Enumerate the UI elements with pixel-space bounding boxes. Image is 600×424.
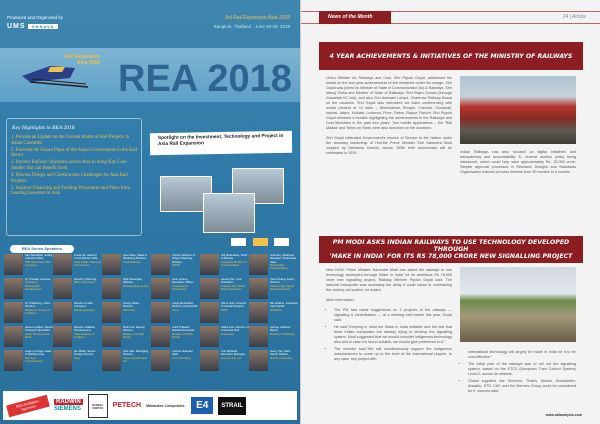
- speaker-photo: [53, 254, 72, 275]
- speaker-photo: [102, 254, 121, 275]
- speaker-grid: [4, 254, 298, 372]
- speaker-org: Siemens Transportation: [25, 355, 43, 363]
- speaker-photo: [200, 326, 219, 347]
- article1-caption: Indian Railways has also focused on digital initiatives and transparency and accountability. E- reverse auction policy being introduced, which could help save approximately Rs. 25,000 crore. Simpler approval processes in Research Designs and Standards Organisation reduced process timeline from 30 months to 6 months.: [460, 150, 576, 174]
- speaker-photo: [200, 254, 219, 275]
- speaker-info: [72, 302, 102, 324]
- article2-title: [319, 236, 583, 263]
- highlight-item: 4. Discuss Design and Construction Challenges for Asia Rail Projects: [11, 173, 128, 184]
- speaker-card: [200, 326, 249, 348]
- speaker-info: [121, 254, 151, 276]
- speaker-org: MRTA: [172, 262, 180, 267]
- speaker-info: [219, 278, 249, 300]
- speaker-card: [53, 350, 102, 372]
- headline: REA 2018: [118, 58, 292, 100]
- speaker-name: John Lenton, Executive Officer,: [172, 278, 194, 285]
- speaker-org: Thai Railways: [123, 259, 141, 264]
- speaker-info: [23, 326, 53, 348]
- speaker-org: MRT Corporation: [74, 280, 96, 285]
- speaker-org: Taiwan High Speed Rail Corporation: [221, 283, 246, 291]
- speaker-info: [170, 326, 200, 348]
- speaker-card: [249, 326, 298, 348]
- speaker-org: Rail Engineering: [74, 307, 95, 312]
- highlight-item: 2. Forecast the Future Plans of the Asian Governments in the Rail Sector: [11, 147, 138, 159]
- speaker-org: Institute of Metropolitan Development: [25, 280, 42, 291]
- sponsor-logo: SIEMENS: [54, 406, 82, 412]
- speaker-info: [23, 350, 53, 372]
- speaker-photo: [4, 302, 23, 323]
- speaker-info: [121, 278, 151, 300]
- speaker-photo: [249, 302, 268, 323]
- speaker-photo: [200, 302, 219, 323]
- speaker-name: Anuar Ali, Head of Cross Border HSR,: [74, 254, 98, 261]
- spotlight-banner: Spotlight on the Investment, Technology and Project in Asia Rail Expansion: [150, 131, 292, 155]
- speaker-info: [121, 350, 151, 372]
- speaker-card: [102, 278, 151, 300]
- speaker-info: [72, 350, 102, 372]
- paragraph: Union Minister for Railways and Coal, Shri Piyush Goyal, addressed the media on the four-year achievements of the ministries under his charge. Shri Goyal was joined by Minister of State of Communication (Ic) & Railways, Shri Manoj Sinha and Minister of State of Railways, Shri Rajen Gohain (through Guwahati VC link), and also Shri Ashwani Lohani, Chairman Railway Board on the occasion. Shri Goyal also interacted via video conferencing with media present at 12 sites – Ahmedabad, Bhopal, Chennai, Guwahati, Imphal, Jaipur, Kolkata, Lucknow, Pune, Patna, Raipur, Ranchi. Shri Piyush Goyal released a booklet highlighting the achievements in the Railways and Coal Ministries in the past four years. Two mobile Applications – the 'Rail Madad' and 'Menu on Rails' were also launched on the occasion.: [326, 76, 452, 130]
- speaker-info: [121, 326, 151, 348]
- key-highlights-box: [6, 118, 142, 236]
- speaker-card: [200, 254, 249, 276]
- speaker-photo: [249, 278, 268, 299]
- speaker-name: Alok Jain, Managing Director,: [123, 350, 149, 357]
- speaker-card: [200, 302, 249, 324]
- speaker-photo: [151, 302, 170, 323]
- speaker-info: [170, 350, 200, 372]
- speaker-photo: [200, 278, 219, 299]
- train-photo: [460, 76, 576, 144]
- speaker-name: Oliver Sum, Director of Capital Projects,: [221, 302, 247, 309]
- speaker-org: SRT Electrified Train Company: [25, 259, 51, 267]
- speaker-name: Nik Ibrahim, Industries Asia Pacific,: [270, 302, 298, 309]
- speaker-org: TTA Consulting: [172, 355, 191, 360]
- speaker-card: [200, 350, 249, 372]
- speaker-name: Apinya, Address Board,: [270, 326, 291, 333]
- speaker-card: [151, 254, 200, 276]
- speaker-card: [102, 350, 151, 372]
- speaker-info: [72, 278, 97, 300]
- speaker-name: Abdul Aziz, Director of Corporate Rail,: [221, 326, 249, 333]
- speaker-card: [151, 278, 200, 300]
- sponsor-badge: REA Exhibition Sponsors: [6, 394, 50, 416]
- speaker-photo: [151, 326, 170, 347]
- speaker-info: [219, 350, 249, 372]
- bullet: • The PM had made suggestions on 2 projects of the railways — signalling & electrification — at a meeting held earlier this year, Goyal said.: [334, 308, 452, 323]
- speaker-card: [4, 278, 53, 300]
- speaker-org: Taiwan High Speed Rail Corporation: [270, 283, 295, 291]
- sponsor-logo: E4: [191, 397, 213, 414]
- speaker-photo: [102, 350, 121, 371]
- speaker-name: James Leather, Senior Transport Specialist,: [25, 326, 53, 333]
- speaker-card: [4, 326, 53, 348]
- paragraph: New Delhi: Prime Minister Narendra Modi has asked the railways to use technology developed through 'Make in India' for its ambitious Rs 78,000 crore new signalling project, Railway Minister Piyush Goyal said. The national transporter was assessing the delay it could cause in overhauling the century-old system, he added.: [326, 268, 452, 292]
- highlight-item: 1. Provide an Update on the Current Status of Rail Projects in Asian Countries: [11, 135, 130, 146]
- speaker-photo: [249, 326, 268, 347]
- speaker-photo: [249, 350, 268, 371]
- bullet: • The initial plan of the railways was to roll out the signalling system, based on the ETCS (European Train Control System) Level-2, across its network.: [468, 362, 576, 377]
- article2-right-column: [460, 350, 576, 396]
- speaker-card: [102, 302, 151, 324]
- speaker-org: State Railway of Thailand: [74, 331, 95, 339]
- speaker-card: [151, 350, 200, 372]
- event-place: Bangkok, Thailand · June 28-29, 2018: [213, 24, 290, 29]
- speaker-name: Sunny Tanko, Director,: [123, 302, 140, 309]
- rea-badge: Rail Expansion Asia 2018: [64, 54, 100, 66]
- speaker-info: [268, 254, 298, 276]
- speaker-card: [102, 254, 151, 276]
- speaker-card: [249, 278, 298, 300]
- sponsor-logo: PETECH: [112, 402, 142, 409]
- speaker-photo: [151, 278, 170, 299]
- speaker-name: Andrew Saunder, CEO,: [172, 350, 194, 357]
- speaker-photo: [53, 326, 72, 347]
- speaker-info: [23, 278, 53, 300]
- paragraph: More information:: [326, 298, 355, 302]
- speaker-photo: [53, 278, 72, 299]
- speaker-info: [219, 326, 249, 348]
- speaker-name: Ian White, Senior Design Director,: [74, 350, 96, 357]
- speaker-name: Sigit Sasongko, Director,: [123, 278, 143, 285]
- speaker-name: Adi Fitriandaru, Chief of Bureau,: [221, 254, 248, 261]
- speaker-card: [4, 302, 53, 324]
- speaker-name: Director of Rail Transport,: [74, 302, 93, 309]
- speaker-card: [53, 302, 102, 324]
- speaker-org: Trans Consult Asia Ltd: [123, 355, 147, 363]
- speaker-org: Infrastructure Corporation: [172, 283, 189, 291]
- speaker-photo: [4, 254, 23, 275]
- speaker-card: [151, 326, 200, 348]
- speaker-name: Henry Tan, CEO, Senior Advisor,: [270, 350, 292, 357]
- section-tag: News of the Month: [319, 11, 391, 24]
- speaker-org: Land Public Transport Commission: [74, 259, 102, 267]
- sponsor-logo: BUREAU VERITAS: [88, 394, 108, 418]
- highlight-item: 5. Analyze Financing and Funding Procedures and Plans from Leading Investors in Asia: [11, 185, 130, 197]
- paragraph: international technology will largely be made in India for it to be cost-effective.": [468, 350, 576, 359]
- speaker-org: PWC: [221, 307, 228, 312]
- speaker-info: [72, 254, 102, 276]
- speaker-org: Asian Development Bank: [25, 331, 50, 339]
- paragraph: Shri Goyal reiterated Government's resolve of Service to the Nation under the visionary leadership of Hon'ble Prime Minister Shri Narendra Modi inspired by Mahatma Gandhi, whose 150th birth anniversary will be celebrated in 2019.: [326, 136, 452, 155]
- speaker-name: Sunil Prakash, Department Head,: [172, 326, 195, 333]
- speaker-photo: [53, 302, 72, 323]
- speaker-info: [170, 302, 200, 324]
- speaker-org: Prasarana: [221, 331, 234, 336]
- speaker-org: Indonesia Ministry of Transportation: [221, 259, 247, 267]
- bullet: • The minister said,"We will simultaneously support the indigenous manufacturers to come up to the level of the international players. In any case, any project with: [334, 347, 452, 362]
- speaker-info: [170, 254, 200, 276]
- page-number: 24 | Article: [562, 14, 586, 20]
- speaker-card: [200, 278, 249, 300]
- speaker-info: [23, 254, 53, 276]
- speaker-photo: [53, 350, 72, 371]
- speaker-info: [121, 302, 151, 324]
- speaker-info: [268, 278, 298, 300]
- speaker-card: [151, 302, 200, 324]
- speaker-info: [219, 254, 249, 276]
- sponsor-logo: STRAIL: [218, 397, 246, 415]
- highlight-item: 3. Involve Railway Operators across Asia to bring Key Case Studies that can Benefit from: [11, 160, 127, 171]
- speaker-card: [249, 254, 298, 276]
- article1-body: [326, 76, 452, 161]
- title-line: PM MODI ASKS INDIAN RAILWAYS TO USE TECHNOLOGY DEVELOPED THROUGH: [332, 239, 570, 253]
- speaker-card: [102, 326, 151, 348]
- speaker-name: Julio Roy, Business Manager, South East Asia,: [270, 254, 297, 264]
- speaker-info: [170, 278, 200, 300]
- speaker-name: Atip Sanitdhan, Acting Assistant CEO,: [25, 254, 53, 261]
- key-highlights-title: Key Highlights in REA 2018: [12, 125, 75, 131]
- speaker-photo: [151, 350, 170, 371]
- event-title: 3rd Rail Expansion Asia 2018: [224, 15, 290, 21]
- speaker-photo: [4, 350, 23, 371]
- speaker-info: [268, 302, 298, 324]
- speaker-org: Ministry of Transport Thailand: [25, 307, 51, 315]
- speaker-photo: [200, 350, 219, 371]
- railway-track-photo: [460, 267, 576, 342]
- sponsor-logo: Milwaukee Composites: [146, 403, 185, 408]
- speaker-name: Cloe Chiang, Assoc Director,: [270, 278, 295, 285]
- speaker-photo: [249, 254, 268, 275]
- speaker-photo: [102, 278, 121, 299]
- speaker-card: [249, 302, 298, 324]
- ums-logo: UMS ONNAVA: [7, 23, 58, 30]
- speaker-photo: [151, 254, 170, 275]
- article1-title: 4 YEAR ACHIEVEMENTS & INITIATIVES OF THE MINISTRY OF RAILWAYS: [319, 42, 583, 70]
- speaker-org: Ministry of Public Works: [172, 331, 194, 339]
- speaker-info: [219, 302, 249, 324]
- speaker-card: [249, 350, 298, 372]
- title-line: 'MAKE IN INDIA' FOR ITS RS 78,000 CRORE NEW SIGNALLING PROJECT: [329, 253, 573, 260]
- sponsor-logo: RADWIN: [56, 399, 81, 405]
- speaker-info: [23, 302, 53, 324]
- speaker-org: Mobile Consulting: [270, 355, 293, 360]
- speaker-org: RADWIN: [270, 307, 282, 312]
- speaker-photo: [102, 326, 121, 347]
- speaker-card: [53, 326, 102, 348]
- bullet: • He said,"Keeping in mind the Make in India initiative and the fact that three Indian companies are already trying to develop the signalling system, Modi suggested that we should consider indigenous technology also and in case it is found suitable, we should give preference to it.": [334, 325, 452, 345]
- speaker-org: Indra: [172, 307, 179, 312]
- speaker-org: Railway Engineering: [123, 283, 149, 288]
- speaker-name: Angel Mohedano, Director, Asia Pacific,: [172, 302, 199, 309]
- speaker-card: [53, 278, 102, 300]
- produced-by: Produced and Organized by: [7, 15, 64, 20]
- speaker-org: Ministry of Public Works: [123, 331, 145, 339]
- footer-url[interactable]: www.railanalysis.com: [545, 413, 582, 417]
- speaker-card: [4, 350, 53, 372]
- speaker-info: [268, 350, 298, 372]
- speaker-org: Bombardier Transportation: [270, 262, 288, 271]
- speaker-card: [4, 254, 53, 276]
- speaker-name: James Tan, Vice President,: [221, 278, 242, 285]
- speaker-name: Ann Michelle, Executive Manager,: [221, 350, 246, 357]
- speaker-name: Director, Railway Development,: [74, 326, 95, 333]
- speaker-name: Anicha, Director of Project Planning Division,: [172, 254, 196, 264]
- speaker-photo: [4, 326, 23, 347]
- train-photo: [203, 193, 255, 233]
- speaker-name: Dr. Pansak, Lecturer,: [25, 278, 52, 281]
- speaker-info: [72, 326, 102, 348]
- speaker-org: Ministry of Railways: [270, 331, 295, 336]
- speaker-org: Aurecon Pty Ltd: [221, 355, 241, 360]
- speaker-photo: [4, 278, 23, 299]
- speakers-label: REA Series Speakers: [10, 245, 74, 253]
- bullet: • Global suppliers like Siemens, Thales, Alstom, Bombardier, Ansaldo, STS, CAF, and the Mermec Group could be considered for it, sources said.: [468, 379, 576, 394]
- sponsor-strip: [2, 390, 298, 421]
- speaker-name: Director, Planning,: [74, 278, 97, 281]
- article-page: [300, 0, 600, 424]
- speaker-org: Arup: [74, 355, 80, 360]
- speaker-org: SMT Rail: [123, 307, 135, 312]
- speaker-photo: [102, 302, 121, 323]
- speaker-name: Koon Mee, Sales & Marketing Director,: [123, 254, 147, 261]
- speaker-name: Dr. Kittiphong, Chief Director,: [25, 302, 50, 309]
- speaker-name: Budi Cok, Deputy Director,: [123, 326, 145, 333]
- speaker-card: [53, 254, 102, 276]
- article2-body: [326, 268, 452, 364]
- speaker-info: [268, 326, 298, 348]
- speaker-name: Hugo Lyminge, Head of Railway Asia,: [25, 350, 52, 357]
